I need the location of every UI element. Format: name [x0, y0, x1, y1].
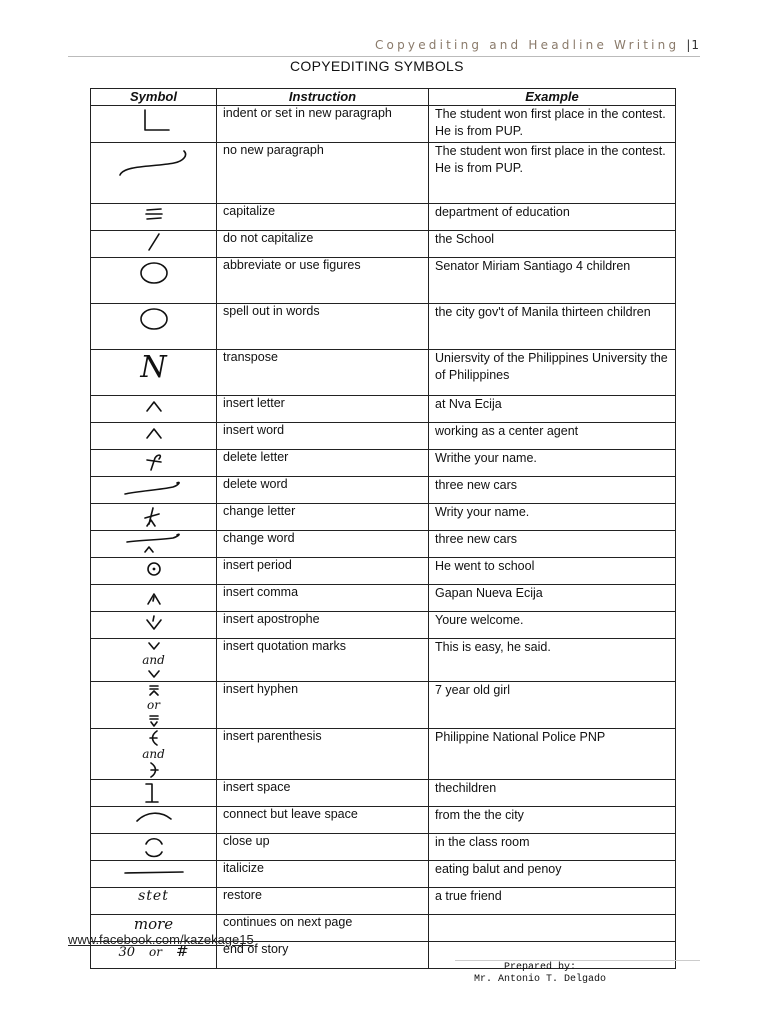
end-mark — [118, 942, 189, 960]
example-cell: the city gov't of Manila thirteen children — [429, 304, 676, 350]
instruction-cell: insert parenthesis — [217, 729, 429, 780]
instruction-cell: insert letter — [217, 396, 429, 423]
instruction-cell: abbreviate or use figures — [217, 258, 429, 304]
symbol-cell — [91, 504, 217, 531]
underline-mark — [97, 861, 210, 881]
symbol-cell — [91, 585, 217, 612]
instruction-cell: indent or set in new paragraph — [217, 106, 429, 143]
instruction-cell: insert word — [217, 423, 429, 450]
more-text: more — [133, 915, 174, 933]
table-row — [91, 143, 676, 204]
instruction-cell: insert period — [217, 558, 429, 585]
circle-mark — [97, 304, 210, 334]
instruction-cell: insert apostrophe — [217, 612, 429, 639]
example-cell: working as a center agent — [429, 423, 676, 450]
prepared-by-label: Prepared by: — [503, 962, 576, 973]
close-up-mark — [97, 834, 210, 860]
table-row — [91, 350, 676, 396]
table-row — [91, 450, 676, 477]
table-row — [91, 477, 676, 504]
delete-mark — [97, 450, 210, 474]
symbol-cell — [91, 350, 217, 396]
symbol-cell — [91, 780, 217, 807]
symbol-cell — [91, 558, 217, 585]
instruction-cell: transpose — [217, 350, 429, 396]
table-header-row — [91, 89, 676, 106]
instruction-cell: connect but leave space — [217, 807, 429, 834]
example-cell: Uniersvity of the Philippines University the of Philippines — [429, 350, 676, 396]
stet-text: stet — [138, 888, 169, 904]
instruction-cell: capitalize — [217, 204, 429, 231]
symbol-cell — [91, 204, 217, 231]
instruction-cell: insert space — [217, 780, 429, 807]
lowercase-slash-mark — [97, 231, 210, 253]
author-name: Mr. Antonio T. Delgado — [473, 974, 607, 985]
table-row — [91, 807, 676, 834]
example-cell: Youre welcome. — [429, 612, 676, 639]
instruction-cell: delete letter — [217, 450, 429, 477]
running-header — [375, 38, 700, 52]
symbol-cell — [91, 143, 217, 204]
table-row — [91, 504, 676, 531]
example-cell: eating balut and penoy — [429, 861, 676, 888]
example-cell: Gapan Nueva Ecija — [429, 585, 676, 612]
instruction-cell: insert quotation marks — [217, 639, 429, 682]
table-row — [91, 729, 676, 780]
example-cell: Philippine National Police PNP — [429, 729, 676, 780]
example-cell: This is easy, he said. — [429, 639, 676, 682]
symbol-cell — [91, 258, 217, 304]
symbol-cell — [91, 231, 217, 258]
space-mark — [97, 780, 210, 806]
symbol-cell — [91, 888, 217, 915]
example-cell: Writy your name. — [429, 504, 676, 531]
indent-mark — [97, 106, 210, 136]
parenthesis-mark — [97, 729, 210, 779]
symbol-cell — [91, 304, 217, 350]
facebook-link[interactable]: www.facebook.com/kazekage15 — [68, 932, 254, 947]
symbol-cell — [91, 682, 217, 729]
symbol-cell — [91, 450, 217, 477]
header-separator: | — [686, 38, 692, 52]
table-row — [91, 106, 676, 143]
example-cell: at Nva Ecija — [429, 396, 676, 423]
apostrophe-mark — [97, 612, 210, 634]
and-text: and — [142, 747, 165, 761]
instruction-cell: do not capitalize — [217, 231, 429, 258]
caret-mark — [97, 396, 210, 416]
table-row — [91, 834, 676, 861]
table-row — [91, 780, 676, 807]
example-cell: a true friend — [429, 888, 676, 915]
example-cell: in the class room — [429, 834, 676, 861]
table-row — [91, 612, 676, 639]
table-row — [91, 682, 676, 729]
comma-mark — [97, 585, 210, 609]
symbol-cell — [91, 639, 217, 682]
capitalize-mark — [97, 204, 210, 224]
symbol-cell — [91, 106, 217, 143]
example-cell: department of education — [429, 204, 676, 231]
table-row — [91, 396, 676, 423]
connect-mark — [97, 807, 210, 827]
example-cell: thechildren — [429, 780, 676, 807]
instruction-column-header: Instruction — [217, 89, 429, 106]
table-row — [91, 258, 676, 304]
more-mark — [133, 915, 174, 933]
circle-mark — [97, 258, 210, 288]
example-cell: The student won first place in the contest. He is from PUP. — [429, 106, 676, 143]
symbols-table — [90, 88, 676, 969]
table-row — [91, 558, 676, 585]
table-row — [91, 639, 676, 682]
table-body — [91, 106, 676, 969]
example-cell: 7 year old girl — [429, 682, 676, 729]
symbol-cell — [91, 729, 217, 780]
symbol-cell — [91, 477, 217, 504]
table-row — [91, 204, 676, 231]
instruction-cell: change word — [217, 531, 429, 558]
period-mark — [97, 558, 210, 580]
symbol-cell — [91, 612, 217, 639]
quote-mark — [97, 639, 210, 681]
symbol-cell — [91, 531, 217, 558]
instruction-cell: spell out in words — [217, 304, 429, 350]
instruction-cell: insert comma — [217, 585, 429, 612]
instruction-cell: no new paragraph — [217, 143, 429, 204]
instruction-cell: end of story — [217, 942, 429, 969]
document-title: COPYEDITING SYMBOLS — [290, 58, 464, 74]
example-cell: from the the city — [429, 807, 676, 834]
example-cell: Writhe your name. — [429, 450, 676, 477]
example-cell: the School — [429, 231, 676, 258]
instruction-cell: insert hyphen — [217, 682, 429, 729]
delete-word-mark — [97, 477, 210, 499]
no-paragraph-mark — [97, 143, 210, 183]
change-letter-mark — [97, 504, 210, 528]
instruction-cell: close up — [217, 834, 429, 861]
symbol-cell — [91, 396, 217, 423]
page-number: 1 — [691, 38, 700, 52]
instruction-cell: continues on next page — [217, 915, 429, 942]
example-cell: He went to school — [429, 558, 676, 585]
table-row — [91, 423, 676, 450]
example-column-header: Example — [429, 89, 676, 106]
example-cell: The student won first place in the contest. He is from PUP. — [429, 143, 676, 204]
and-text: and — [142, 653, 165, 667]
example-cell: three new cars — [429, 477, 676, 504]
instruction-cell: restore — [217, 888, 429, 915]
table-row — [91, 888, 676, 915]
transpose-glyph: N — [140, 350, 167, 385]
example-cell: Senator Miriam Santiago 4 children — [429, 258, 676, 304]
example-cell — [429, 915, 676, 942]
transpose-mark — [140, 350, 167, 385]
thirty-text: 30 — [118, 945, 135, 960]
hyphen-mark — [97, 682, 210, 728]
table-row — [91, 531, 676, 558]
example-cell: three new cars — [429, 531, 676, 558]
or-text: or — [149, 945, 162, 959]
table-row — [91, 585, 676, 612]
symbol-cell — [91, 423, 217, 450]
or-text: or — [147, 698, 160, 712]
instruction-cell: delete word — [217, 477, 429, 504]
instruction-cell: change letter — [217, 504, 429, 531]
table-row — [91, 861, 676, 888]
table-row — [91, 304, 676, 350]
symbol-cell — [91, 834, 217, 861]
table-row — [91, 231, 676, 258]
symbol-cell — [91, 861, 217, 888]
prepared-rule — [455, 960, 700, 961]
change-word-mark — [97, 531, 210, 555]
instruction-cell: italicize — [217, 861, 429, 888]
stet-mark — [138, 889, 169, 903]
prepared-by-block — [465, 962, 615, 986]
symbol-column-header: Symbol — [91, 89, 217, 106]
header-rule — [68, 56, 700, 57]
symbol-cell — [91, 807, 217, 834]
header-title: Copyediting and Headline Writing — [374, 38, 680, 52]
hash-text: # — [175, 942, 189, 960]
caret-mark — [97, 423, 210, 443]
